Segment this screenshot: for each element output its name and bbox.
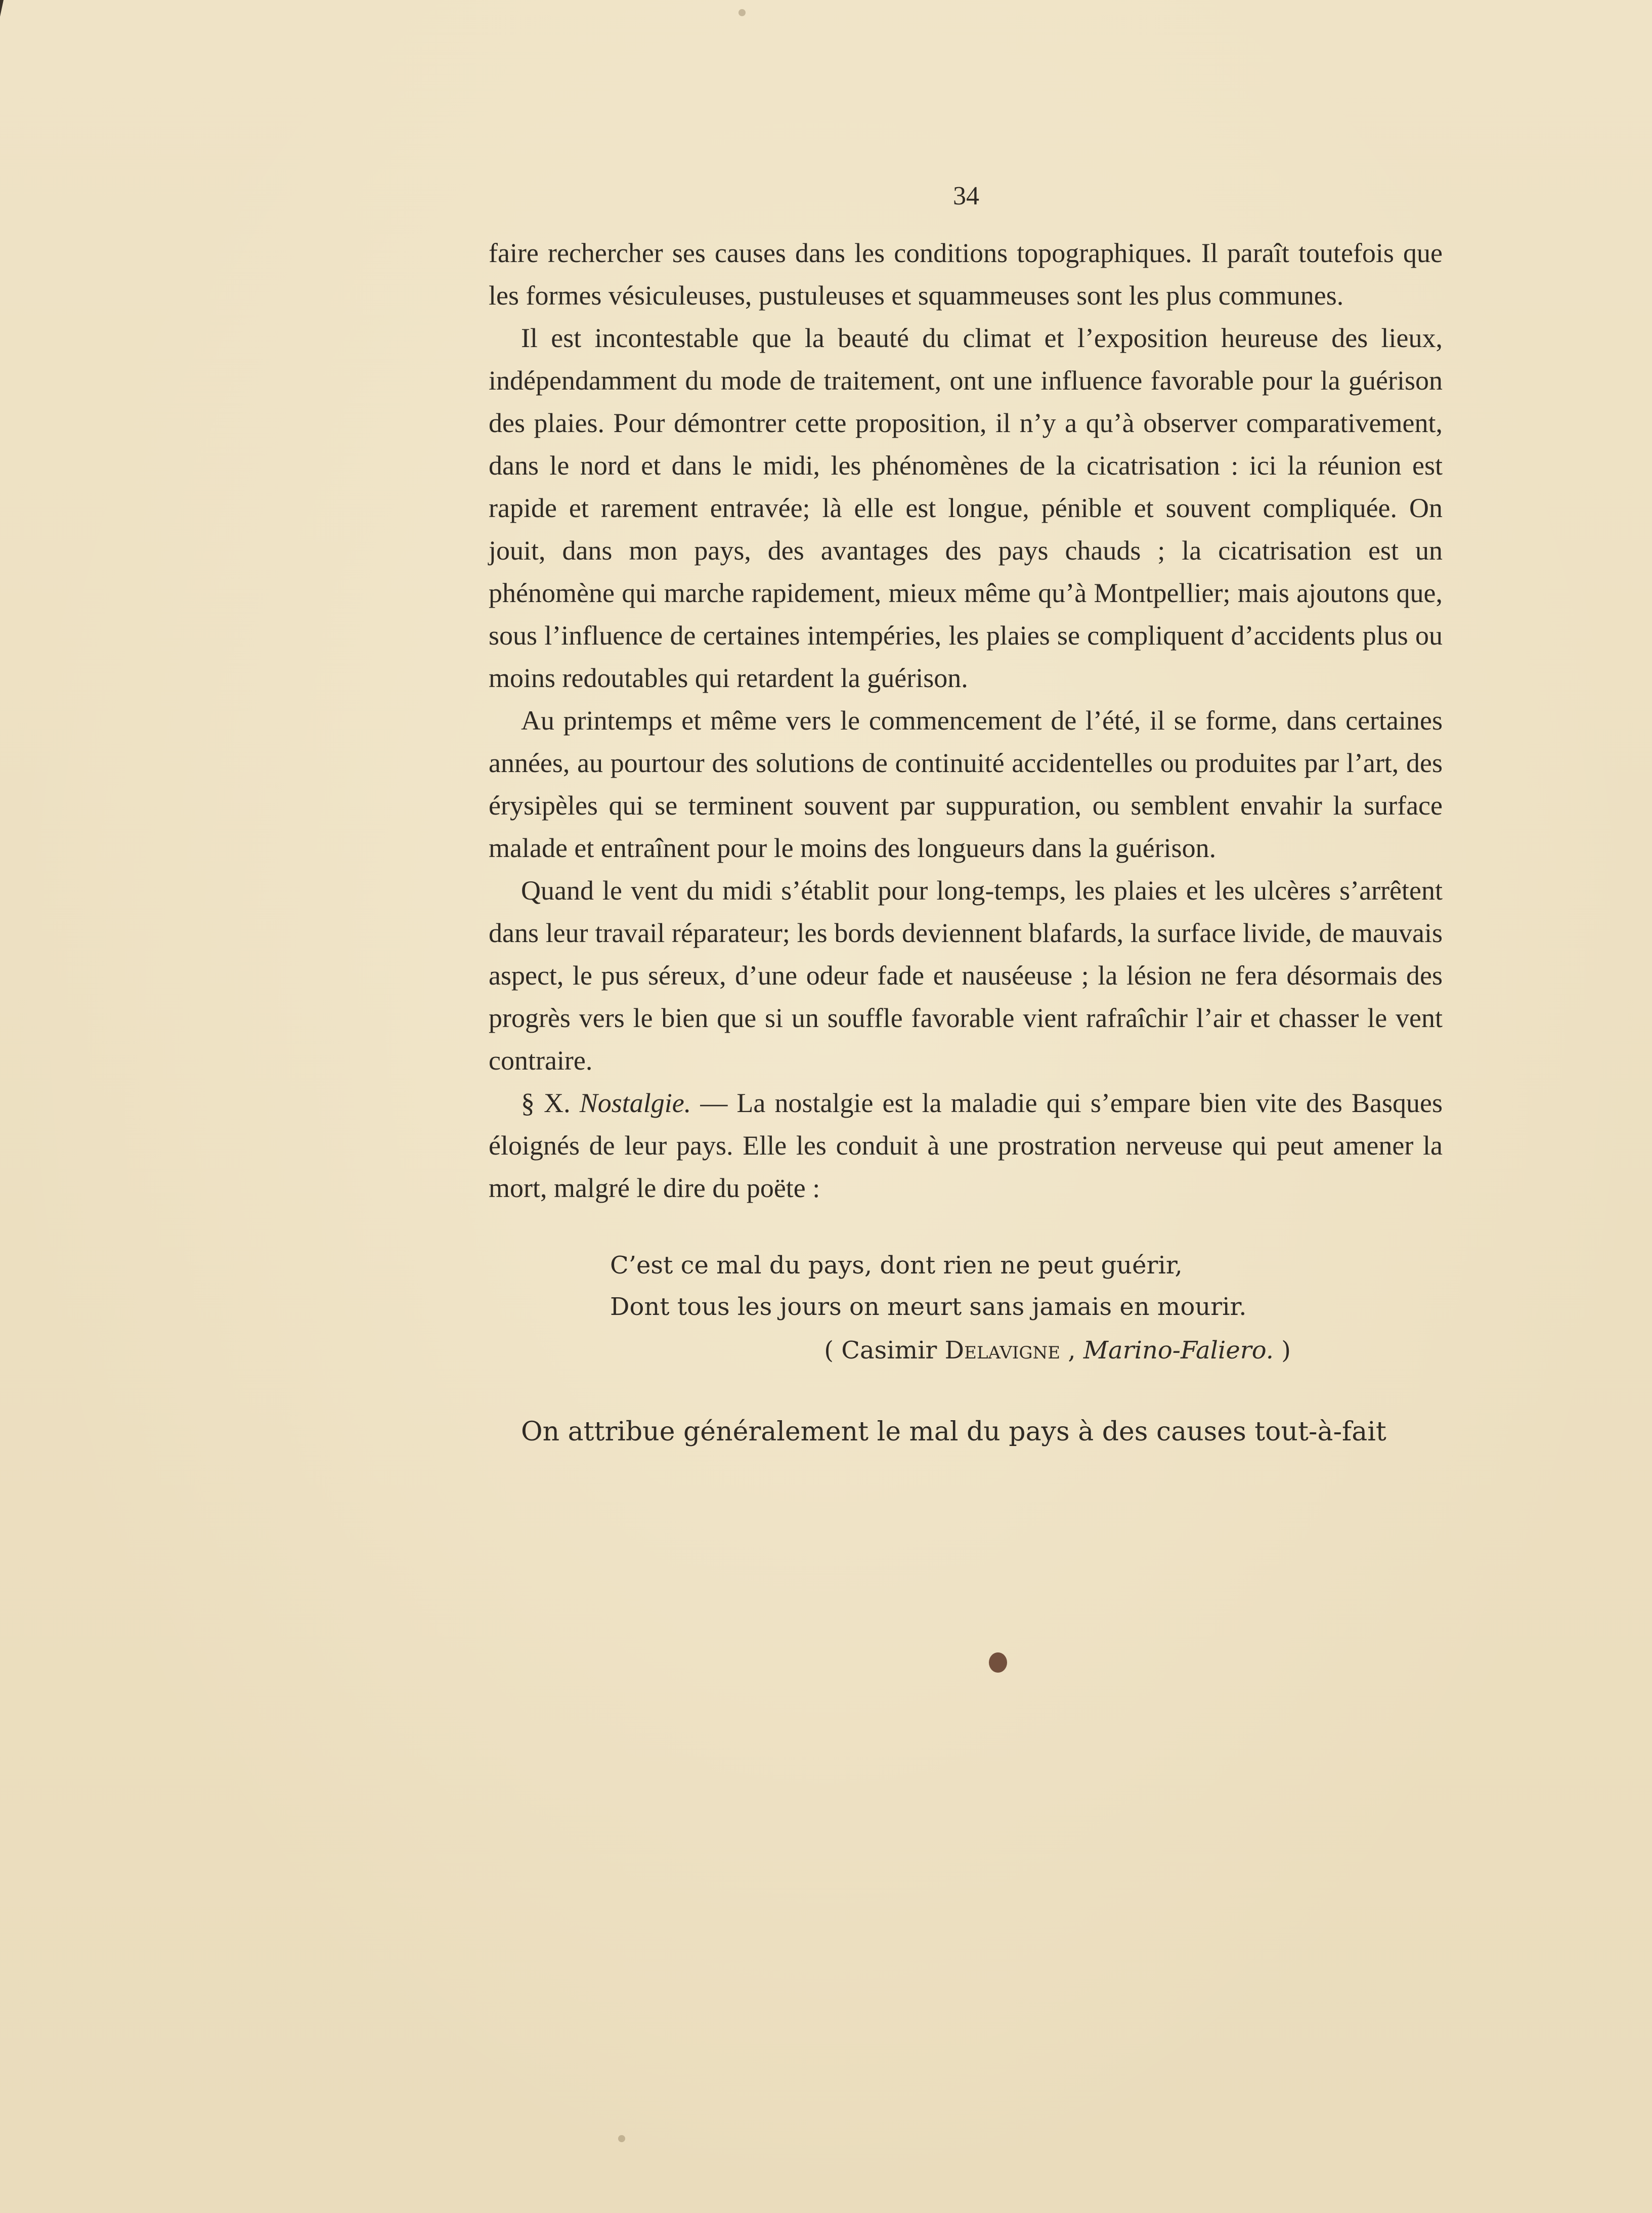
paragraph: Au printemps et même vers le commencement de l’été, il se forme, dans certaines années, au pourtour des solutions de continuité accidentelles ou produites par l’art, des érysipèles qui se terminent souvent par suppuration, ou semblent envahir la surface malade et entraînent pour le moins des longueurs dans la guérison. [489, 705, 1443, 863]
paragraph: Il est incontestable que la beauté du climat et l’exposition heureuse des lieux, indépendamment du mode de traitement, ont une influence favorable pour la guérison des plaies. Pour démontrer cette proposition, il n’y a qu’à observer comparativement, dans le nord et dans le midi, les phénomènes de la cicatrisation : ici la réunion est rapide et rarement entravée; là elle est longue, pénible et souvent compliquée. On jouit, dans mon pays, des avantages des pays chauds ; la cicatrisation est un phénomène qui marche rapidement, mieux même qu’à Montpellier; mais ajoutons que, sous l’influence de certaines intempéries, les plaies se compliquent d’accidents plus ou moins redoutables qui retardent la guérison. [489, 323, 1443, 693]
paragraph: Quand le vent du midi s’établit pour long-temps, les plaies et les ulcères s’arrêtent dans leur travail réparateur; les bords deviennent blafards, la surface livide, de mauvais aspect, le pus séreux, d’une odeur fade et nauséeuse ; la lésion ne fera désormais des progrès vers le bien que si un souffle favorable vient rafraîchir l’air et chasser le vent contraire. [489, 875, 1443, 1076]
quote-attribution [610, 1330, 1443, 1371]
paper-speck [618, 2135, 625, 2142]
ink-blot [989, 1652, 1007, 1673]
paragraph-continuation: faire rechercher ses causes dans les conditions topographiques. Il paraît toutefois que les formes vésiculeuses, pustuleuses et squammeuses sont les plus communes. [489, 238, 1443, 311]
paragraph-last: On attribue généralement le mal du pays à des causes tout-à-fait [521, 1417, 1386, 1447]
section-paragraph [489, 1082, 1443, 1209]
attribution-close: ) [1274, 1336, 1291, 1365]
verse-line: C’est ce mal du pays, dont rien ne peut guérir, [610, 1251, 1183, 1280]
section-title: Nostalgie. [579, 1088, 691, 1118]
attribution-separator: , [1060, 1336, 1083, 1365]
attribution-work: Marino-Faliero. [1083, 1336, 1274, 1365]
verse-line: Dont tous les jours on meurt sans jamais en mourir. [610, 1293, 1247, 1321]
verse-quote [610, 1245, 1443, 1371]
section-number: § X. [521, 1088, 571, 1118]
corner-ink-mark [0, 0, 15, 46]
section-text: — La nostalgie est la maladie qui s’empare bien vite des Basques éloignés de leur pays. Elle les conduit à une prostration nerveuse qui peut amener la mort, malgré le dire du poëte : [489, 1088, 1443, 1203]
body-text [489, 232, 1443, 1453]
page-number: 34 [953, 182, 979, 210]
attribution-author: Delavigne [944, 1336, 1061, 1365]
attribution-open: ( Casimir [824, 1336, 945, 1365]
paper-speck [738, 9, 746, 16]
